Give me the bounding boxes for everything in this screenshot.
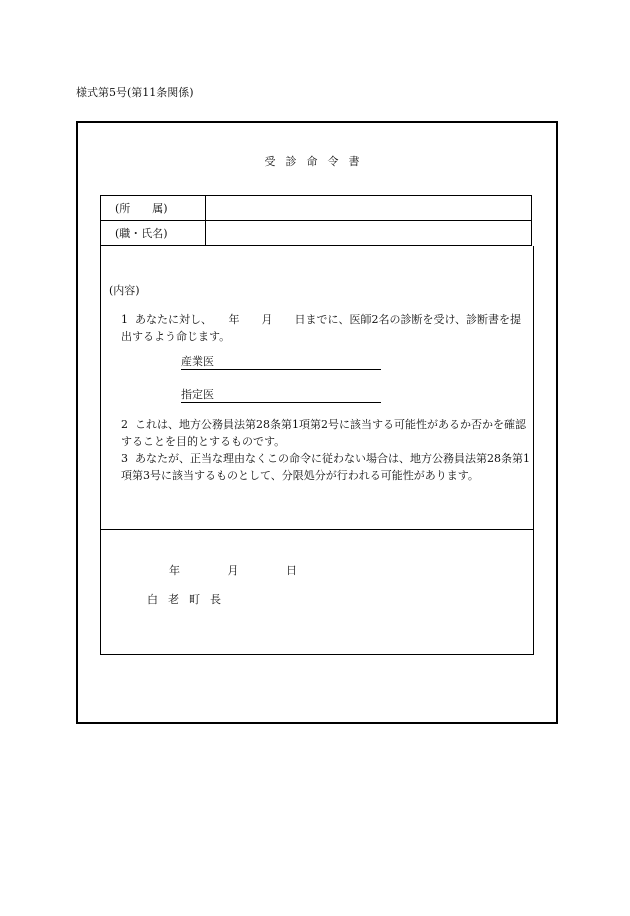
item-number: 3 bbox=[121, 452, 128, 465]
page-title: 受診命令書 bbox=[264, 155, 370, 168]
divider bbox=[101, 529, 533, 530]
list-item bbox=[121, 416, 531, 450]
item-number: 2 bbox=[121, 418, 128, 431]
table-row bbox=[101, 221, 532, 246]
doctor-label: 産業医 bbox=[181, 355, 214, 368]
item-number: 1 bbox=[121, 313, 128, 326]
list-item bbox=[121, 450, 531, 484]
name-field[interactable] bbox=[206, 221, 532, 246]
date-year: 年 bbox=[169, 564, 180, 577]
name-label: (職・氏名) bbox=[115, 227, 168, 240]
content-label: (内容) bbox=[109, 284, 140, 297]
date-line bbox=[169, 562, 321, 578]
form-id: 様式第5号(第11条関係) bbox=[76, 86, 194, 99]
affiliation-label: (所 属) bbox=[115, 202, 168, 215]
issuer: 白老町長 bbox=[147, 593, 231, 606]
item-text: あなたに対し、 年 月 日までに、医師2名の診断を受け、診断書を提出するよう命じます。 bbox=[121, 313, 522, 343]
affiliation-label-cell bbox=[101, 196, 206, 221]
content-box bbox=[100, 246, 534, 655]
date-day: 日 bbox=[286, 564, 297, 577]
name-label-cell bbox=[101, 221, 206, 246]
doctor-line-industrial[interactable] bbox=[181, 354, 381, 370]
form-frame bbox=[76, 121, 558, 724]
doctor-line-designated[interactable] bbox=[181, 387, 381, 403]
info-table bbox=[100, 195, 532, 246]
affiliation-field[interactable] bbox=[206, 196, 532, 221]
table-row bbox=[101, 196, 532, 221]
doctor-label: 指定医 bbox=[181, 388, 214, 401]
item-text: これは、地方公務員法第28条第1項第2号に該当する可能性があるか否かを確認することを目的とするものです。 bbox=[121, 418, 526, 448]
list-item bbox=[121, 311, 531, 345]
date-month: 月 bbox=[227, 564, 239, 577]
item-text: あなたが、正当な理由なくこの命令に従わない場合は、地方公務員法第28条第1項第3号に該当するものとして、分限処分が行われる可能性があります。 bbox=[121, 452, 530, 482]
